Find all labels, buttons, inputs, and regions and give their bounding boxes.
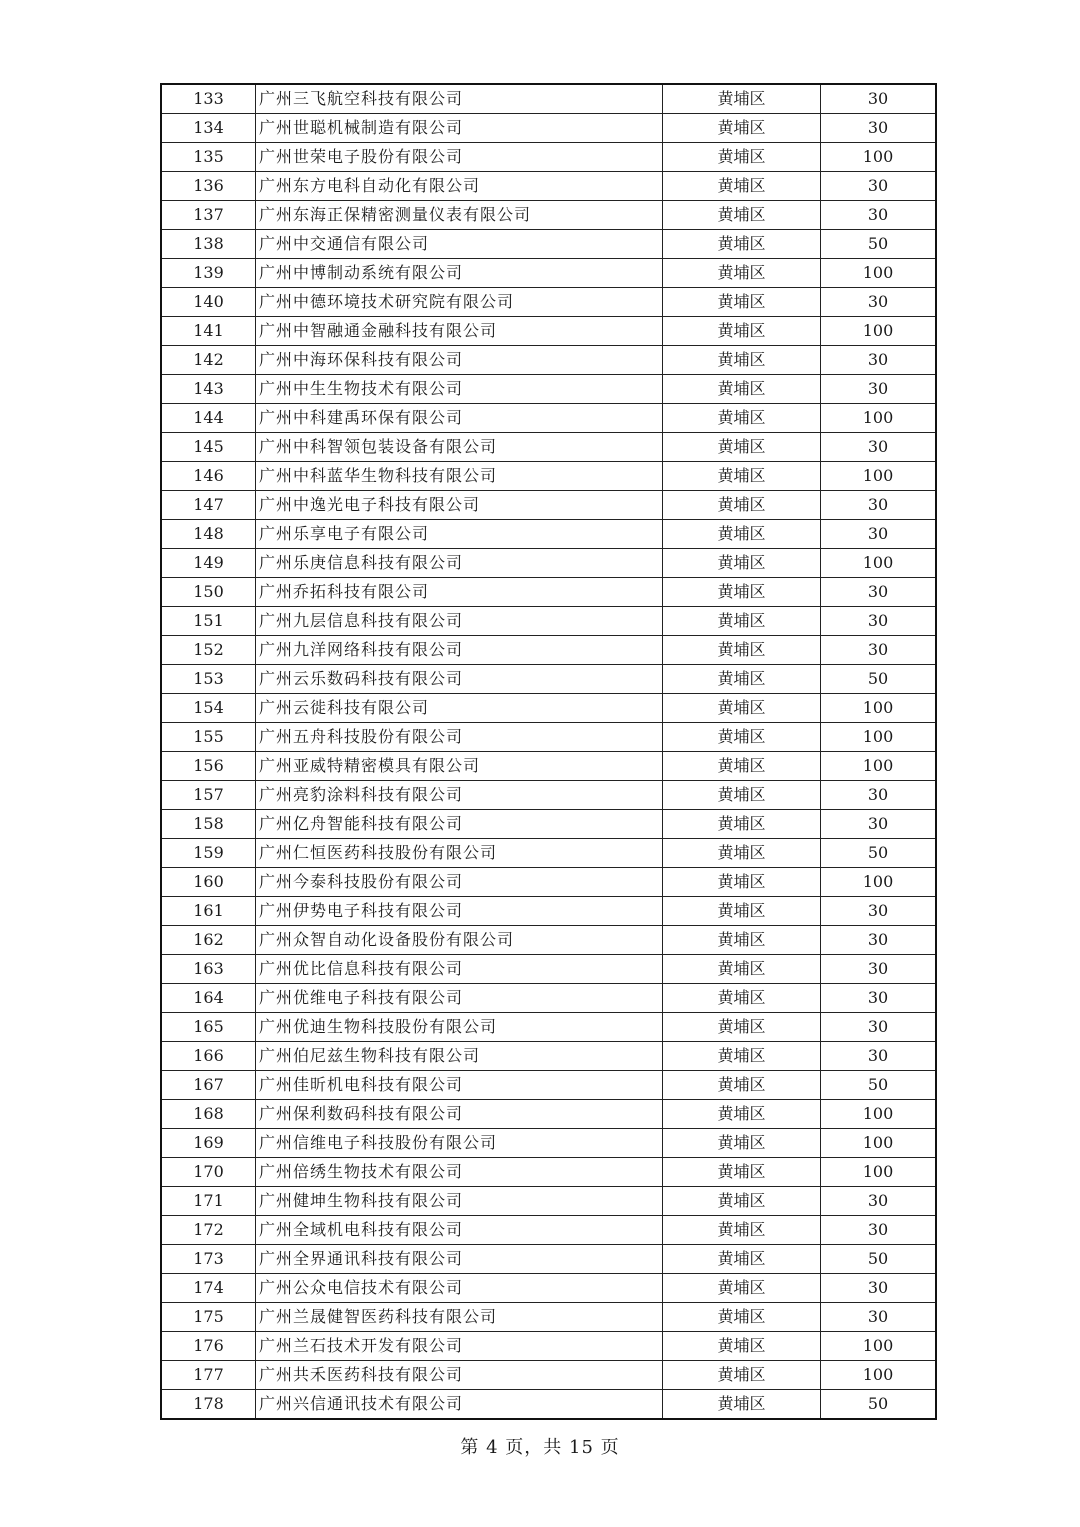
amount-cell: 100: [821, 1158, 937, 1187]
district-cell: 黄埔区: [663, 404, 821, 433]
amount-cell: 50: [821, 1245, 937, 1274]
amount-cell: 100: [821, 1129, 937, 1158]
amount-cell: 50: [821, 1390, 937, 1420]
district-cell: 黄埔区: [663, 1187, 821, 1216]
table-row: [161, 868, 936, 897]
company-name-cell: 广州世荣电子股份有限公司: [256, 143, 663, 172]
company-name-cell: 广州优比信息科技有限公司: [256, 955, 663, 984]
amount-cell: 30: [821, 1042, 937, 1071]
table-row: [161, 520, 936, 549]
company-name-cell: 广州保利数码科技有限公司: [256, 1100, 663, 1129]
row-number-cell: 143: [161, 375, 256, 404]
company-name-cell: 广州全界通讯科技有限公司: [256, 1245, 663, 1274]
district-cell: 黄埔区: [663, 1303, 821, 1332]
row-number-cell: 146: [161, 462, 256, 491]
row-number-cell: 135: [161, 143, 256, 172]
district-cell: 黄埔区: [663, 346, 821, 375]
table-row: [161, 433, 936, 462]
row-number-cell: 159: [161, 839, 256, 868]
table-row: [161, 607, 936, 636]
table-row: [161, 1274, 936, 1303]
amount-cell: 30: [821, 607, 937, 636]
amount-cell: 30: [821, 288, 937, 317]
district-cell: 黄埔区: [663, 1042, 821, 1071]
amount-cell: 50: [821, 230, 937, 259]
amount-cell: 30: [821, 346, 937, 375]
company-name-cell: 广州九洋网络科技有限公司: [256, 636, 663, 665]
district-cell: 黄埔区: [663, 1332, 821, 1361]
district-cell: 黄埔区: [663, 433, 821, 462]
district-cell: 黄埔区: [663, 897, 821, 926]
amount-cell: 30: [821, 520, 937, 549]
company-name-cell: 广州众智自动化设备股份有限公司: [256, 926, 663, 955]
amount-cell: 30: [821, 1303, 937, 1332]
company-name-cell: 广州中智融通金融科技有限公司: [256, 317, 663, 346]
table-row: [161, 346, 936, 375]
amount-cell: 30: [821, 84, 937, 114]
table-body: [161, 84, 936, 1419]
amount-cell: 30: [821, 781, 937, 810]
company-name-cell: 广州东方电科自动化有限公司: [256, 172, 663, 201]
table-row: [161, 375, 936, 404]
amount-cell: 30: [821, 926, 937, 955]
district-cell: 黄埔区: [663, 955, 821, 984]
table-row: [161, 723, 936, 752]
amount-cell: 100: [821, 462, 937, 491]
district-cell: 黄埔区: [663, 201, 821, 230]
table-row: [161, 1158, 936, 1187]
amount-cell: 30: [821, 1187, 937, 1216]
amount-cell: 50: [821, 839, 937, 868]
company-name-cell: 广州伊势电子科技有限公司: [256, 897, 663, 926]
amount-cell: 30: [821, 897, 937, 926]
table-row: [161, 84, 936, 114]
district-cell: 黄埔区: [663, 926, 821, 955]
amount-cell: 50: [821, 665, 937, 694]
district-cell: 黄埔区: [663, 1071, 821, 1100]
amount-cell: 30: [821, 578, 937, 607]
table-row: [161, 288, 936, 317]
amount-cell: 100: [821, 404, 937, 433]
district-cell: 黄埔区: [663, 810, 821, 839]
district-cell: 黄埔区: [663, 520, 821, 549]
table-row: [161, 781, 936, 810]
table-row: [161, 1187, 936, 1216]
district-cell: 黄埔区: [663, 230, 821, 259]
company-name-cell: 广州九层信息科技有限公司: [256, 607, 663, 636]
row-number-cell: 176: [161, 1332, 256, 1361]
amount-cell: 30: [821, 955, 937, 984]
company-name-cell: 广州中科蓝华生物科技有限公司: [256, 462, 663, 491]
row-number-cell: 154: [161, 694, 256, 723]
company-name-cell: 广州中德环境技术研究院有限公司: [256, 288, 663, 317]
row-number-cell: 161: [161, 897, 256, 926]
table-row: [161, 810, 936, 839]
row-number-cell: 174: [161, 1274, 256, 1303]
company-name-cell: 广州中逸光电子科技有限公司: [256, 491, 663, 520]
row-number-cell: 150: [161, 578, 256, 607]
row-number-cell: 160: [161, 868, 256, 897]
company-name-cell: 广州健坤生物科技有限公司: [256, 1187, 663, 1216]
company-name-cell: 广州乔拓科技有限公司: [256, 578, 663, 607]
row-number-cell: 169: [161, 1129, 256, 1158]
row-number-cell: 162: [161, 926, 256, 955]
table-row: [161, 1303, 936, 1332]
amount-cell: 100: [821, 259, 937, 288]
table-row: [161, 665, 936, 694]
page-footer: 第 4 页，共 15 页: [460, 1437, 620, 1458]
row-number-cell: 157: [161, 781, 256, 810]
district-cell: 黄埔区: [663, 317, 821, 346]
company-name-cell: 广州兰石技术开发有限公司: [256, 1332, 663, 1361]
table-row: [161, 1129, 936, 1158]
table-row: [161, 984, 936, 1013]
district-cell: 黄埔区: [663, 607, 821, 636]
table-row: [161, 578, 936, 607]
row-number-cell: 147: [161, 491, 256, 520]
amount-cell: 100: [821, 1100, 937, 1129]
district-cell: 黄埔区: [663, 1245, 821, 1274]
table-row: [161, 549, 936, 578]
table-row: [161, 1042, 936, 1071]
row-number-cell: 165: [161, 1013, 256, 1042]
district-cell: 黄埔区: [663, 288, 821, 317]
row-number-cell: 141: [161, 317, 256, 346]
district-cell: 黄埔区: [663, 868, 821, 897]
table-row: [161, 1245, 936, 1274]
row-number-cell: 171: [161, 1187, 256, 1216]
amount-cell: 30: [821, 810, 937, 839]
row-number-cell: 149: [161, 549, 256, 578]
company-name-cell: 广州全域机电科技有限公司: [256, 1216, 663, 1245]
district-cell: 黄埔区: [663, 259, 821, 288]
table-row: [161, 926, 936, 955]
district-cell: 黄埔区: [663, 143, 821, 172]
row-number-cell: 133: [161, 84, 256, 114]
company-name-cell: 广州倍绣生物技术有限公司: [256, 1158, 663, 1187]
company-name-cell: 广州仁恒医药科技股份有限公司: [256, 839, 663, 868]
row-number-cell: 152: [161, 636, 256, 665]
company-name-cell: 广州中海环保科技有限公司: [256, 346, 663, 375]
row-number-cell: 148: [161, 520, 256, 549]
row-number-cell: 138: [161, 230, 256, 259]
row-number-cell: 177: [161, 1361, 256, 1390]
company-name-cell: 广州云徙科技有限公司: [256, 694, 663, 723]
row-number-cell: 164: [161, 984, 256, 1013]
amount-cell: 100: [821, 143, 937, 172]
amount-cell: 30: [821, 114, 937, 143]
company-name-cell: 广州今泰科技股份有限公司: [256, 868, 663, 897]
row-number-cell: 168: [161, 1100, 256, 1129]
district-cell: 黄埔区: [663, 1013, 821, 1042]
company-name-cell: 广州东海正保精密测量仪表有限公司: [256, 201, 663, 230]
amount-cell: 100: [821, 549, 937, 578]
amount-cell: 100: [821, 1332, 937, 1361]
table-row: [161, 897, 936, 926]
table-row: [161, 462, 936, 491]
company-name-cell: 广州云乐数码科技有限公司: [256, 665, 663, 694]
table-row: [161, 839, 936, 868]
company-name-cell: 广州兴信通讯技术有限公司: [256, 1390, 663, 1420]
company-name-cell: 广州世聪机械制造有限公司: [256, 114, 663, 143]
amount-cell: 30: [821, 984, 937, 1013]
district-cell: 黄埔区: [663, 984, 821, 1013]
row-number-cell: 156: [161, 752, 256, 781]
amount-cell: 100: [821, 723, 937, 752]
table-row: [161, 1390, 936, 1420]
district-cell: 黄埔区: [663, 636, 821, 665]
table-row: [161, 114, 936, 143]
row-number-cell: 139: [161, 259, 256, 288]
company-name-cell: 广州亚威特精密模具有限公司: [256, 752, 663, 781]
row-number-cell: 175: [161, 1303, 256, 1332]
amount-cell: 30: [821, 375, 937, 404]
district-cell: 黄埔区: [663, 1216, 821, 1245]
table-row: [161, 404, 936, 433]
district-cell: 黄埔区: [663, 375, 821, 404]
amount-cell: 50: [821, 1071, 937, 1100]
row-number-cell: 153: [161, 665, 256, 694]
company-name-cell: 广州亮豹涂料科技有限公司: [256, 781, 663, 810]
table-row: [161, 1013, 936, 1042]
table-row: [161, 1071, 936, 1100]
district-cell: 黄埔区: [663, 1100, 821, 1129]
district-cell: 黄埔区: [663, 578, 821, 607]
amount-cell: 30: [821, 1274, 937, 1303]
company-name-cell: 广州佳昕机电科技有限公司: [256, 1071, 663, 1100]
row-number-cell: 140: [161, 288, 256, 317]
table-row: [161, 172, 936, 201]
row-number-cell: 151: [161, 607, 256, 636]
district-cell: 黄埔区: [663, 694, 821, 723]
company-name-cell: 广州亿舟智能科技有限公司: [256, 810, 663, 839]
table-row: [161, 636, 936, 665]
district-cell: 黄埔区: [663, 84, 821, 114]
company-name-cell: 广州优维电子科技有限公司: [256, 984, 663, 1013]
row-number-cell: 144: [161, 404, 256, 433]
district-cell: 黄埔区: [663, 752, 821, 781]
company-name-cell: 广州乐享电子有限公司: [256, 520, 663, 549]
table-row: [161, 1361, 936, 1390]
company-name-cell: 广州三飞航空科技有限公司: [256, 84, 663, 114]
district-cell: 黄埔区: [663, 665, 821, 694]
table-row: [161, 1216, 936, 1245]
district-cell: 黄埔区: [663, 1158, 821, 1187]
company-name-cell: 广州五舟科技股份有限公司: [256, 723, 663, 752]
table-row: [161, 1332, 936, 1361]
company-name-cell: 广州中生生物技术有限公司: [256, 375, 663, 404]
row-number-cell: 166: [161, 1042, 256, 1071]
amount-cell: 100: [821, 1361, 937, 1390]
row-number-cell: 158: [161, 810, 256, 839]
district-cell: 黄埔区: [663, 723, 821, 752]
row-number-cell: 170: [161, 1158, 256, 1187]
company-name-cell: 广州中科建禹环保有限公司: [256, 404, 663, 433]
table-row: [161, 491, 936, 520]
table-row: [161, 955, 936, 984]
table-row: [161, 230, 936, 259]
row-number-cell: 136: [161, 172, 256, 201]
district-cell: 黄埔区: [663, 462, 821, 491]
company-name-cell: 广州伯尼兹生物科技有限公司: [256, 1042, 663, 1071]
district-cell: 黄埔区: [663, 1129, 821, 1158]
amount-cell: 30: [821, 1216, 937, 1245]
district-cell: 黄埔区: [663, 114, 821, 143]
district-cell: 黄埔区: [663, 1274, 821, 1303]
table-row: [161, 259, 936, 288]
amount-cell: 30: [821, 491, 937, 520]
amount-cell: 30: [821, 201, 937, 230]
row-number-cell: 163: [161, 955, 256, 984]
row-number-cell: 178: [161, 1390, 256, 1420]
district-cell: 黄埔区: [663, 781, 821, 810]
amount-cell: 30: [821, 1013, 937, 1042]
row-number-cell: 155: [161, 723, 256, 752]
row-number-cell: 134: [161, 114, 256, 143]
amount-cell: 30: [821, 636, 937, 665]
row-number-cell: 173: [161, 1245, 256, 1274]
amount-cell: 100: [821, 868, 937, 897]
company-name-cell: 广州优迪生物科技股份有限公司: [256, 1013, 663, 1042]
table-row: [161, 201, 936, 230]
table-row: [161, 752, 936, 781]
company-name-cell: 广州中交通信有限公司: [256, 230, 663, 259]
amount-cell: 30: [821, 433, 937, 462]
table-row: [161, 317, 936, 346]
district-cell: 黄埔区: [663, 1390, 821, 1420]
table-row: [161, 143, 936, 172]
company-name-cell: 广州中科智领包装设备有限公司: [256, 433, 663, 462]
company-name-cell: 广州信维电子科技股份有限公司: [256, 1129, 663, 1158]
district-cell: 黄埔区: [663, 1361, 821, 1390]
amount-cell: 30: [821, 172, 937, 201]
district-cell: 黄埔区: [663, 491, 821, 520]
company-name-cell: 广州中博制动系统有限公司: [256, 259, 663, 288]
row-number-cell: 167: [161, 1071, 256, 1100]
district-cell: 黄埔区: [663, 172, 821, 201]
amount-cell: 100: [821, 694, 937, 723]
company-name-cell: 广州乐庚信息科技有限公司: [256, 549, 663, 578]
company-name-cell: 广州共禾医药科技有限公司: [256, 1361, 663, 1390]
table-row: [161, 1100, 936, 1129]
district-cell: 黄埔区: [663, 549, 821, 578]
amount-cell: 100: [821, 752, 937, 781]
table-row: [161, 694, 936, 723]
row-number-cell: 142: [161, 346, 256, 375]
row-number-cell: 137: [161, 201, 256, 230]
row-number-cell: 172: [161, 1216, 256, 1245]
company-name-cell: 广州兰晟健智医药科技有限公司: [256, 1303, 663, 1332]
amount-cell: 100: [821, 317, 937, 346]
row-number-cell: 145: [161, 433, 256, 462]
company-table: [160, 83, 937, 1420]
company-name-cell: 广州公众电信技术有限公司: [256, 1274, 663, 1303]
district-cell: 黄埔区: [663, 839, 821, 868]
